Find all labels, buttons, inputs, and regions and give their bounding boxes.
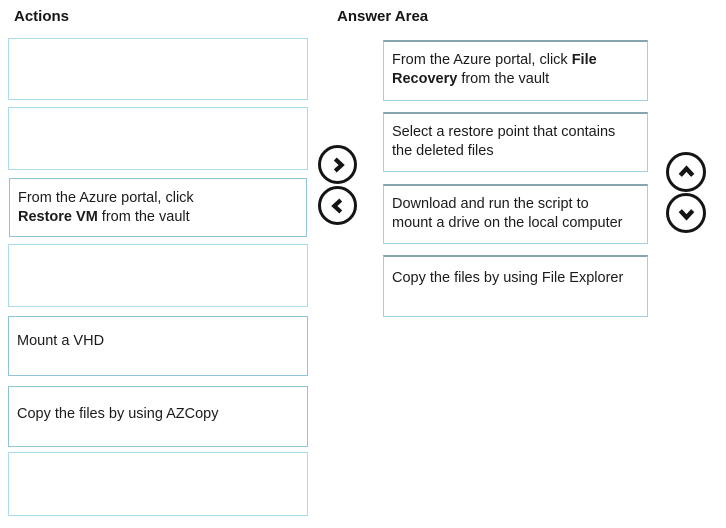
chevron-left-icon — [327, 195, 349, 217]
tile-text-segment: From the Azure portal, click — [18, 190, 194, 206]
chevron-up-icon — [675, 161, 698, 184]
answer-tile-copy-file-explorer[interactable] — [383, 255, 648, 317]
tile-text-segment: From the Azure portal, click — [392, 52, 572, 68]
chevron-down-icon — [675, 202, 698, 225]
answer-tile-file-recovery[interactable] — [383, 40, 648, 101]
tile-text-segment: Recovery — [392, 71, 458, 87]
tile-text-segment: mount a drive on the local computer — [392, 215, 623, 231]
tile-text-segment: Copy the files by using AZCopy — [17, 406, 219, 422]
move-right-button[interactable] — [318, 145, 357, 184]
action-tile-empty-4[interactable] — [8, 452, 308, 516]
move-down-button[interactable] — [666, 193, 706, 233]
tile-text-segment: Mount a VHD — [17, 333, 105, 349]
tile-text-segment: Restore VM — [18, 209, 98, 225]
answer-tile-download-script[interactable] — [383, 184, 648, 244]
tile-text-segment: from the vault — [457, 71, 550, 87]
tile-text-segment: Select a restore point that contains — [392, 124, 616, 140]
tile-text-segment: the deleted files — [392, 143, 494, 159]
answer-area-column-header: Answer Area — [337, 8, 429, 25]
action-tile-copy-azcopy[interactable] — [8, 386, 308, 447]
action-tile-empty-3[interactable] — [8, 244, 308, 307]
answer-tile-select-restore-point[interactable] — [383, 112, 648, 172]
tile-text-segment: File — [571, 52, 597, 68]
chevron-right-icon — [327, 154, 349, 176]
action-tile-mount-a-vhd[interactable] — [8, 316, 308, 376]
action-tile-empty-1[interactable] — [8, 38, 308, 100]
move-up-button[interactable] — [666, 152, 706, 192]
tile-text-segment: Download and run the script to — [392, 196, 589, 212]
action-tile-restore-vm[interactable] — [9, 178, 307, 237]
actions-column-header: Actions — [14, 8, 70, 25]
move-left-button[interactable] — [318, 186, 357, 225]
tile-text-segment: from the vault — [97, 209, 190, 225]
action-tile-empty-2[interactable] — [8, 107, 308, 170]
tile-text-segment: Copy the files by using File Explorer — [392, 270, 624, 286]
